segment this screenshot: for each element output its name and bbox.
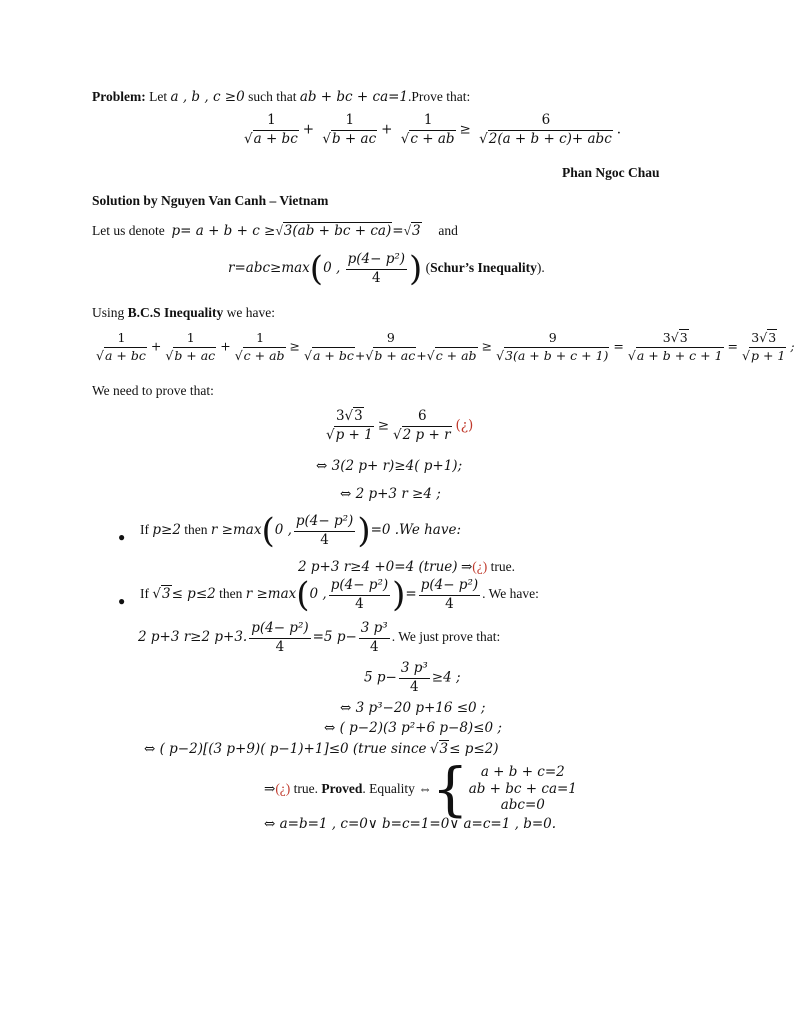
problem-label: Problem: [92,89,146,104]
text: true. [293,781,319,797]
radicand: 2(a + b + c)+ abc [488,130,612,147]
text: Using [92,305,125,320]
text: If [140,522,149,538]
bullet-icon: ● [118,594,126,608]
math: = [392,223,404,239]
denominator: 4 [372,269,381,286]
eq6: ⇔ 3 p³−20 p+16 ≤0 ; [340,700,486,716]
denote-line: Let us denote p= a + b + c ≥√3(ab + bc + ca)=√3 and [92,223,458,239]
text: ⇒ [460,559,473,574]
math: ≤ p≤2 [171,586,216,603]
system-row: ab + bc + ca=1 [468,780,577,797]
case1-line: If p≥2 then r ≥max(0 , $\frac{\text{p(4− p²)}}{4}$ )=0 .We have: [140,511,462,551]
numerator: p(4− p²) [346,253,407,270]
tag: (¿) [472,559,488,574]
solution-heading: Solution by Nguyen Van Canh – Vietnam [92,193,329,208]
problem-text: .Prove that: [408,89,471,104]
text: ⇒ [264,781,276,797]
text: ( [425,260,431,276]
math: 5 p− [364,669,397,686]
step3: ⇔ 2 p+3 r ≥4 ; [340,486,441,502]
math: 2 p+3 r≥4 +0=4 (true) [298,559,458,575]
bcs-chain: $\frac{1}{√a + bc}$ + $\frac{1}{√b + ac}$ + $\frac{1}{√c + ab}$ ≥ $\frac{9}{√a + bc+√b + ac+√c + ab}$ ≥ $\frac{9}{√3(a + b + c + 1)}$ = $\frac{3√3}{√a + b + c + 1}$ = $\frac{3√3}{√p + 1}$ ; [96,330,795,363]
tag: (¿) [455,417,474,434]
math: =0 .We have: [370,522,462,539]
tag: (¿) [275,781,291,797]
bcs-line [92,306,275,320]
problem-condition: ab + bc + ca=1 [299,89,409,105]
text: and [438,223,458,238]
math: =5 p− [312,629,357,646]
radicand: 3(ab + bc + ca) [283,223,392,239]
radicand: a + bc [253,130,298,147]
eq7: ⇔ ( p−2)(3 p²+6 p−8)≤0 ; [324,720,502,736]
text: ; [790,338,795,354]
main-inequality: $\frac{1}{√a + bc}$ + $\frac{1}{√b + ac}$ + $\frac{1}{√c + ab}$ ≥ $\frac{6}{\text{√2(a + b + c)+ abc}}$ . [244,112,622,147]
radicand: b + ac [331,130,377,147]
system-row: abc=0 [500,797,545,814]
proved-label: Proved [321,781,363,797]
problem-text: Let [149,89,168,104]
math: r ≥max [210,522,262,539]
math: ≤ p≤2) [449,741,499,757]
final-line: ⇔ a=b=1 , c=0∨ b=c=1=0∨ a=c=1 , b=0. [264,816,557,832]
schur-line: r=abc≥max(0 , $\frac{\text{p(4− p²)}}{4}$ ) (Schur’s Inequality). [228,249,545,289]
ineq5: 5 p− $\frac{\text{3 p³}}{4}$ ≥4 ; [364,660,461,695]
radicand: c + ab [410,130,455,147]
math: ≥4 ; [431,669,461,686]
bcs-label: B.C.S Inequality [127,305,224,320]
numerator: 6 [540,114,553,131]
problem-condition: a , b , c ≥0 [170,89,245,105]
system-row: a + b + c=2 [480,763,565,780]
eq8: ⇔ ( p−2)[(3 p+9)( p−1)+1]≤0 (true since √3≤ p≤2) [144,741,499,757]
text: then [219,586,243,602]
text: . We just prove that: [391,629,501,645]
case2-expansion: 2 p+3 r≥2 p+3. $\frac{\text{p(4− p²)}}{4}$ =5 p− $\frac{\text{3 p³}}{4}$ . We just prove that: [138,620,501,655]
case2-line: If √3≤ p≤2 then r ≥max(0 , $\frac{\text{p(4− p²)}}{4}$ )= $\frac{\text{p(4− p²)}}{4}$ . We have: [140,575,539,615]
math: ⇔ ( p−2)[(3 p+9)( p−1)+1]≤0 (true since [144,741,427,757]
problem-text: such that [248,89,297,104]
text: we have: [226,305,276,320]
text: ). [536,260,545,276]
text: . We have: [482,586,539,602]
bullet-icon: ● [118,530,126,544]
case1-result [298,560,515,575]
schur-label: Schur’s Inequality [430,260,537,276]
math: p≥2 [152,522,181,539]
math: 2 p+3 r≥2 p+3. [138,629,248,646]
need-line: We need to prove that: [92,383,214,398]
radicand: 3 [411,223,421,239]
equality-system [469,764,577,815]
text: If [140,586,149,602]
step1: $\frac{3√3}{√p + 1}$ ≥ $\frac{6}{√2 p + r}$ (¿) [326,408,474,443]
proved-line [264,755,577,823]
step2: ⇔ 3(2 p+ r)≥4( p+1); [316,458,463,474]
math: r ≥max [245,586,297,603]
math: p= a + b + c ≥ [171,223,276,239]
math: r=abc≥max [228,260,310,277]
author-name: Phan Ngoc Chau [562,165,660,180]
problem-line [92,90,470,105]
text: then [184,522,208,538]
text: . Equality ⇔ [362,781,432,797]
text: true. [490,559,515,574]
brace: { [431,755,469,823]
text: Let us denote [92,223,165,238]
